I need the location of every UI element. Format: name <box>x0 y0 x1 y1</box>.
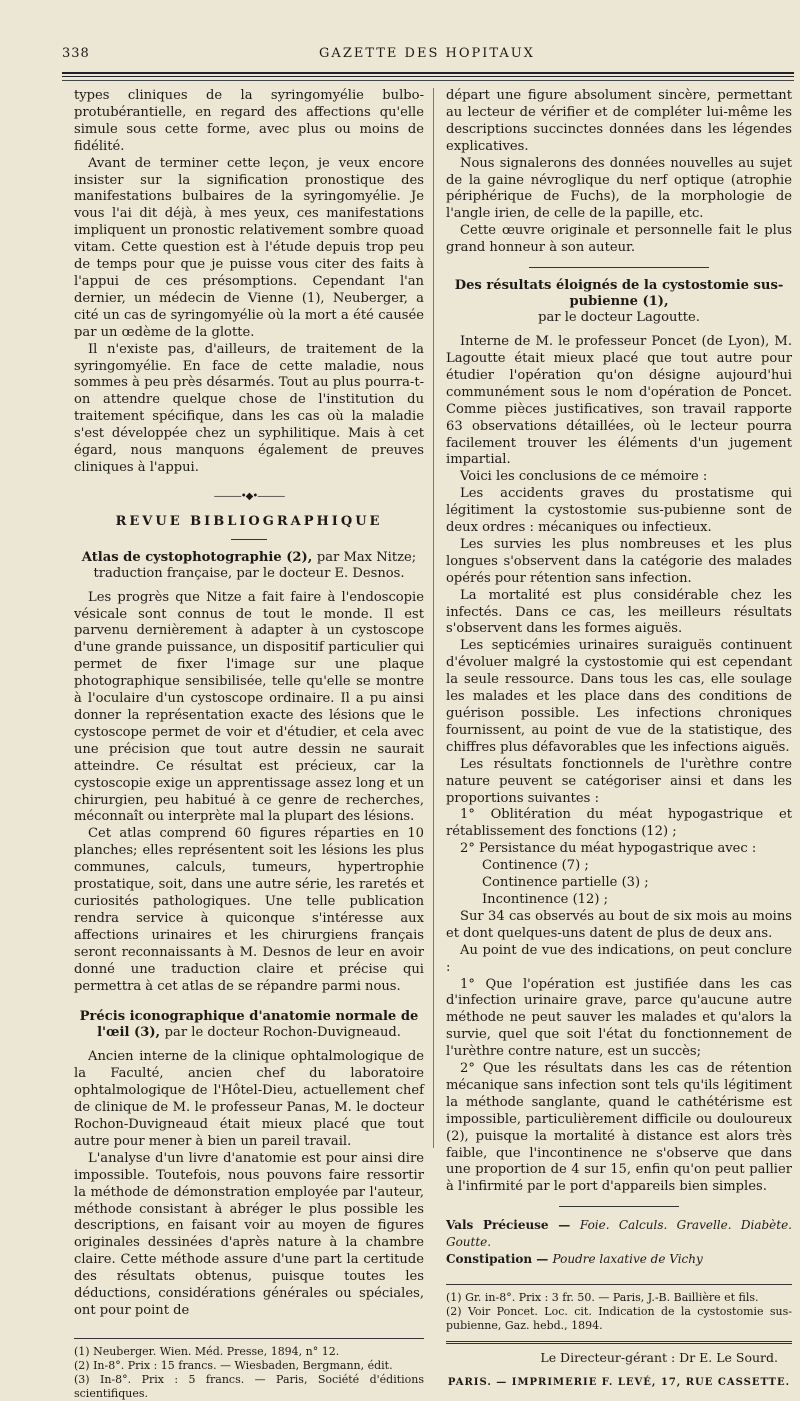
paragraph: Au point de vue des indications, on peut conclure : <box>446 942 792 975</box>
paragraph: Nous signalerons des données nouvelles au sujet de la gaine névroglique du nerf optique (atrophie périphérique de Fuchs), de la morphologie de l'angle irien, de celle de la papille, etc. <box>446 155 792 222</box>
ad-brand: Constipation — <box>446 1252 549 1267</box>
ornament-divider: ———•◆•——— <box>213 490 285 502</box>
ad-brand: Vals Précieuse — <box>446 1218 571 1233</box>
article-title-main: Des résultats éloignés de la cystostomie sus-pubienne (1), <box>454 278 784 310</box>
page-number: 338 <box>62 46 90 61</box>
footnote: (2) In-8°. Prix : 15 francs. — Wiesbaden, Bergmann, édit. <box>74 1358 393 1372</box>
ad-text: Foie. Calculs. Gravelle. Diabète. Goutte. <box>446 1218 792 1250</box>
page-header <box>62 46 792 66</box>
article-title-cystostomie <box>446 278 792 326</box>
footnote-rule <box>446 1284 792 1285</box>
left-column <box>74 88 424 1401</box>
section-title: REVUE BIBLIOGRAPHIQUE <box>115 513 383 529</box>
paragraph: Interne de M. le professeur Poncet (de Lyon), M. Lagoutte était mieux placé que tout autre pour étudier l'opération qu'on désigne aujourd'hui communément sous le nom d'opération de Poncet. Comme pièces justificatives, son travail rapporte 63 observations détaillées, où le lecteur pourra facilement trouver les éléments d'un jugement impartial. <box>446 334 792 468</box>
paragraph: Les septicémies urinaires suraiguës continuent d'évoluer malgré la cystostomie qui est cependant la seule ressource. Dans tous les cas, elle soulage les malades et les place dans des conditions de guérison possible. Les infections chroniques fournissent, au point de vue de la statistique, des chiffres plus défavorables que les infections aiguës. <box>446 638 792 755</box>
list-item: Continence (7) ; <box>482 858 589 874</box>
director-signature: Le Directeur-gérant : Dr E. Le Sourd. <box>540 1350 778 1366</box>
list-item: Continence partielle (3) ; <box>482 875 649 891</box>
footnote: (1) Gr. in-8°. Prix : 3 fr. 50. — Paris, J.-B. Baillière et fils. <box>446 1291 759 1305</box>
paragraph: Cette œuvre originale et personnelle fait le plus grand honneur à son auteur. <box>446 223 792 256</box>
paragraph: Les accidents graves du prostatisme qui légitiment la cystostomie sus-pubienne sont de deux ordres : mécaniques ou infectieux. <box>446 486 792 536</box>
paragraph: Cet atlas comprend 60 figures réparties en 10 planches; elles représentent soit les lésions les plus communes, calculs, tumeurs, hypertrophie prostatique, soit, dans une autre série, les raretés et curiosités pathologiques. Une telle publication rendra service à quiconque s'intéresse aux affections urinaires et les chirurgiens français seront reconnaissants à M. Desnos de leur en avoir donné une traduction claire et précise qui permettra à cet atlas de se répandre parmi nous. <box>74 826 424 994</box>
paragraph: 1° Que l'opération est justifiée dans les cas d'infection urinaire grave, parce qu'aucune autre méthode ne peut sauver les malades et qu'alors la survie, quel que soit l'état du fonctionnement de l'urèthre contre nature, est un succès; <box>446 976 792 1060</box>
right-column <box>446 88 792 1392</box>
article-title-sub: par le docteur Lagoutte. <box>538 310 700 326</box>
printer-imprint: PARIS. — IMPRIMERIE F. LEVÉ, 17, RUE CASSETTE. <box>447 1377 791 1389</box>
paragraph: Les résultats fonctionnels de l'urèthre contre nature peuvent se catégoriser ainsi et dans les proportions suivantes : <box>446 756 792 806</box>
article-title-sub: par le docteur Rochon-Duvigneaud. <box>164 1025 401 1041</box>
article-title-precis <box>74 1009 424 1041</box>
footnote: (3) In-8°. Prix : 5 francs. — Paris, Société d'éditions scientifiques. <box>74 1372 424 1400</box>
header-rule-3 <box>62 80 794 81</box>
article-title-atlas <box>74 550 424 582</box>
paragraph: Sur 34 cas observés au bout de six mois au moins et dont quelques-uns datent de plus de deux ans. <box>446 908 792 941</box>
paragraph: types cliniques de la syringomyélie bulbo-protubérantielle, en regard des affections qu'elle simule sous cette forme, avec plus ou moins de fidélité. <box>74 88 424 154</box>
short-rule <box>231 539 267 540</box>
paragraph: Avant de terminer cette leçon, je veux encore insister sur la signification pronostique des manifestations bulbaires de la syringomyélie. Je vous l'ai dit déjà, à mes yeux, ces manifestations impliquent un pronostic relativement sombre quoad vitam. Cette question est à l'étude depuis trop peu de temps pour que je puisse vous citer des faits à l'appui de ces présomptions. Cependant l'an dernier, un médecin de Vienne (1), Neuberger, a cité un cas de syringomyélie où la mort a été causée par un œdème de la glotte. <box>74 155 424 340</box>
paragraph: départ une figure absolument sincère, permettant au lecteur de vérifier et de compléter lui-même les descriptions succinctes données dans les légendes explicatives. <box>446 88 792 154</box>
advertisement <box>446 1217 792 1251</box>
ad-text: Poudre laxative de Vichy <box>552 1252 703 1267</box>
paragraph: Les progrès que Nitze a fait faire à l'endoscopie vésicale sont connus de tout le monde. Il est parvenu dernièrement à adapter à un cystoscope d'une grande puissance, un dispositif particulier qui permet de fixer l'image sur une plaque photographique sensibilisée, telle qu'elle se montre à l'oculaire d'un cystoscope ordinaire. Il a pu ainsi donner la représentation exacte des lésions que le cystoscope permet de voir et d'étudier, et cela avec une précision que tout autre dessin ne saurait atteindre. Ce résultat est précieux, car la cystoscopie exige un apprentissage assez long et un chirurgien, peu habitué à ce genre de recherches, méconnaît ou interprète mal la plupart des lésions. <box>74 589 424 825</box>
footnote-rule <box>74 1338 424 1339</box>
paragraph: La mortalité est plus considérable chez les infectés. Dans ce cas, les meilleurs résultats s'observent dans les formes aiguës. <box>446 587 792 637</box>
paragraph: Il n'existe pas, d'ailleurs, de traitement de la syringomyélie. En face de cette maladie, nous sommes à peu près désarmés. Tout au plus pourra-t-on attendre quelque chose de l'institution du traitement spécifique, dans les cas où la maladie s'est développée chez un syphilitique. Mais à cet égard, nous manquons également de preuves cliniques à l'appui. <box>74 341 424 475</box>
advertisement <box>446 1251 792 1268</box>
header-rule <box>62 72 794 74</box>
paragraph: L'analyse d'un livre d'anatomie est pour ainsi dire impossible. Toutefois, nous pouvons faire ressortir la méthode de démonstration employée par l'auteur, méthode consistant à abréger le plus possible les descriptions, en faisant voir au moyen de figures originales dessinées d'après nature à la chambre claire. Cette méthode assure d'une part la certitude des résultats obtenus, puisque toutes les déductions, considérations générales ou spéciales, ont pour point de <box>74 1150 424 1318</box>
paragraph: Ancien interne de la clinique ophtalmologique de la Faculté, ancien chef du laboratoire ophtalmologique de l'Hôtel-Dieu, actuellement chef de clinique de M. le professeur Panas, M. le docteur Rochon-Duvigneaud était mieux placé que tout autre pour mener à bien un pareil travail. <box>74 1049 424 1149</box>
signature-rule <box>446 1341 792 1344</box>
paragraph: 2° Que les résultats dans les cas de rétention mécanique sans infection sont tels qu'ils légitiment la méthode sanglante, quand le cathétérisme est impossible, particulièrement difficile ou douloureux (2), puisque la mortalité à distance est alors très faible, que l'incontinence ne s'observe que dans une proportion de 4 sur 15, enfin qu'on peut pallier à l'infirmité par le port d'appareils bien simples. <box>446 1061 792 1195</box>
paragraph: 1° Oblitération du méat hypogastrique et rétablissement des fonctions (12) ; <box>446 807 792 840</box>
ad-divider <box>559 1206 679 1207</box>
article-divider <box>529 267 709 268</box>
article-title-sub: par Max Nitze; traduction française, par le docteur E. Desnos. <box>93 549 417 581</box>
article-title-main: Atlas de cystophotographie (2), <box>81 549 313 565</box>
journal-title: GAZETTE DES HOPITAUX <box>319 46 535 61</box>
paragraph: Voici les conclusions de ce mémoire : <box>460 469 708 485</box>
header-rule-2 <box>62 76 794 77</box>
paragraph: 2° Persistance du méat hypogastrique avec : <box>460 841 757 857</box>
footnote: (1) Neuberger. Wien. Méd. Presse, 1894, n° 12. <box>74 1344 340 1358</box>
list-item: Incontinence (12) ; <box>482 891 609 907</box>
column-divider <box>433 88 434 1148</box>
article-title-main: Précis iconographique d'anatomie normale de l'œil (3), <box>79 1009 419 1041</box>
paragraph: Les survies les plus nombreuses et les plus longues s'observent dans la catégorie des malades opérés pour rétention sans infection. <box>446 536 792 586</box>
footnote: (2) Voir Poncet. Loc. cit. Indication de la cystostomie sus-pubienne, Gaz. hebd., 1894. <box>446 1305 792 1333</box>
